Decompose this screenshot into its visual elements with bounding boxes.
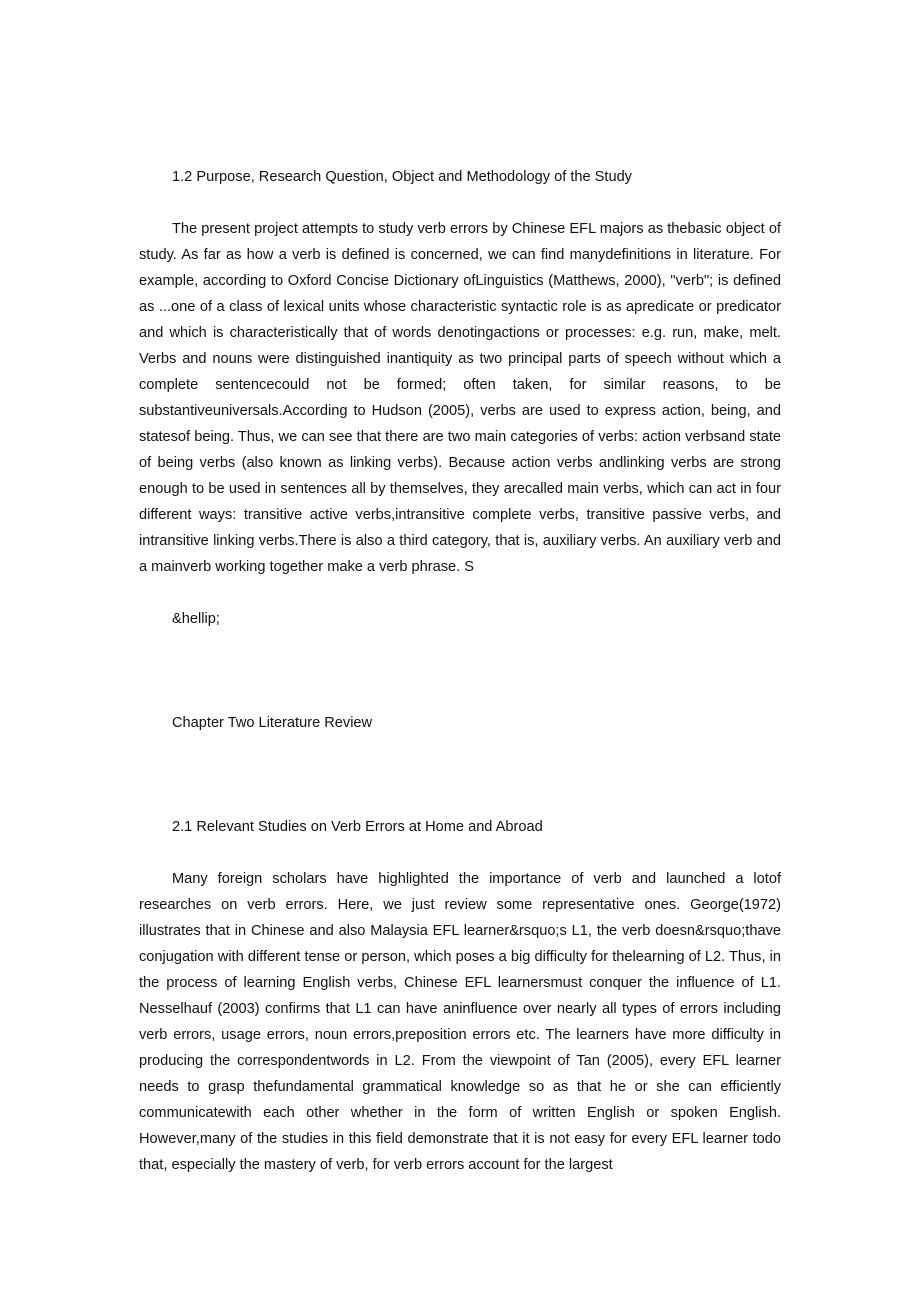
section-2-1-heading: 2.1 Relevant Studies on Verb Errors at Home and Abroad	[172, 819, 543, 835]
section-1-2-paragraph: The present project attempts to study verb errors by Chinese EFL majors as thebasic object of study. As far as how a verb is defined is concerned, we can find manydefinitions in literature. For example, according to Oxford Concise Dictionary ofLinguistics (Matthews, 2000), "verb"; is defined as ...one of a class of lexical units whose characteristic syntactic role is as apredicate or predicator and which is characteristically that of words denotingactions or processes: e.g. run, make, melt. Verbs and nouns were distinguished inantiquity as two principal parts of speech without which a complete sentencecould not be formed; often taken, for similar reasons, to be substantiveuniversals.According to Hudson (2005), verbs are used to express action, being, and statesof being. Thus, we can see that there are two main categories of verbs: action verbsand state of being verbs (also known as linking verbs). Because action verbs andlinking verbs are strong enough to be used in sentences all by themselves, they arecalled main verbs, which can act in four different ways: transitive active verbs,intransitive complete verbs, transitive passive verbs, and intransitive linking verbs.There is also a third category, that is, auxiliary verbs. An auxiliary verb and a mainverb working together make a verb phrase. S	[139, 221, 781, 575]
chapter-two-heading: Chapter Two Literature Review	[172, 715, 373, 731]
section-1-2-heading: 1.2 Purpose, Research Question, Object and Methodology of the Study	[172, 169, 632, 185]
section-2-1-paragraph: Many foreign scholars have highlighted the importance of verb and launched a lotof researches on verb errors. Here, we just review some representative ones. George(1972) illustrates that in Chinese and also Malaysia EFL learner&rsquo;s L1, the verb doesn&rsquo;thave conjugation with different tense or person, which poses a big difficulty for thelearning of L2. Thus, in the process of learning English verbs, Chinese EFL learnersmust conquer the influence of L1. Nesselhauf (2003) confirms that L1 can have aninfluence over nearly all types of errors including verb errors, usage errors, noun errors,preposition errors etc. The learners have more difficulty in producing the correspondentwords in L2. From the viewpoint of Tan (2005), every EFL learner needs to grasp thefundamental grammatical knowledge so as that he or she can efficiently communicatewith each other whether in the form of written English or spoken English. However,many of the studies in this field demonstrate that it is not easy for every EFL learner todo that, especially the mastery of verb, for verb errors account for the largest	[139, 871, 781, 1173]
ellipsis-text: &hellip;	[172, 611, 220, 627]
